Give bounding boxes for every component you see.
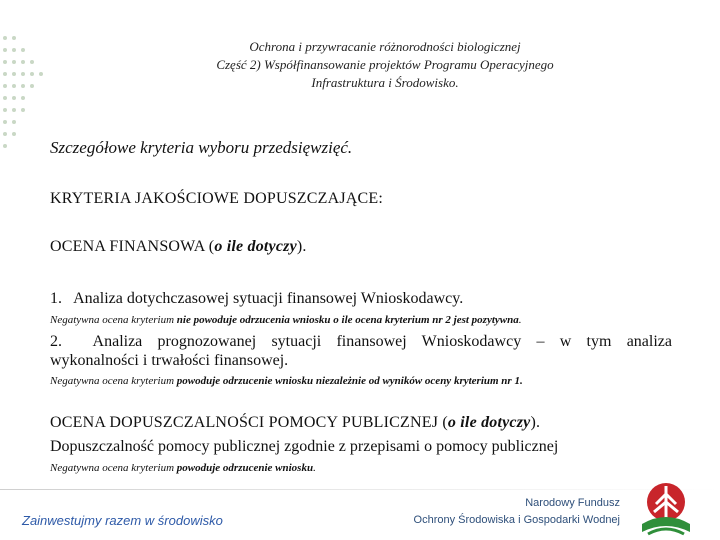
note-3-prefix: Negatywna ocena kryterium <box>50 462 175 474</box>
header-line-1: Ochrona i przywracanie różnorodności biologicznej <box>249 39 521 54</box>
note-2-prefix: Negatywna ocena kryterium <box>50 375 175 387</box>
public-aid-note <box>50 462 316 474</box>
list-item-1-number: 1. <box>50 290 62 307</box>
note-1-prefix: Negatywna ocena kryterium <box>50 314 175 326</box>
section-title: KRYTERIA JAKOŚCIOWE DOPUSZCZAJĄCE: <box>50 190 384 207</box>
list-item-2-text-line-1: Analiza prognozowanej sytuacji finansowej Wnioskodawcy – w tym analiza <box>92 333 672 350</box>
list-item-1-text: Analiza dotychczasowej sytuacji finansowej Wnioskodawcy. <box>73 290 464 307</box>
document-header <box>150 38 620 92</box>
list-item-2 <box>50 333 672 351</box>
note-3-bold: powoduje odrzucenie wniosku <box>176 462 314 474</box>
page-title: Szczegółowe kryteria wyboru przedsięwzięć. <box>50 138 353 157</box>
note-3-suffix: . <box>313 462 316 474</box>
note-1-suffix: . <box>518 314 522 326</box>
list-item-2-text-line-2: wykonalności i trwałości finansowej. <box>50 352 289 369</box>
dot-grid-icon <box>0 30 48 160</box>
organization-name <box>414 495 620 529</box>
financial-qualifier: o ile dotyczy <box>214 238 297 255</box>
organization-name-line-1: Narodowy Fundusz <box>525 497 620 509</box>
public-aid-heading: OCENA DOPUSZCZALNOŚCI POMOCY PUBLICZNEJ (o ile dotyczy). <box>50 414 541 431</box>
list-item-1-note <box>50 314 521 326</box>
footer-slogan: Zainwestujmy razem w środowisko <box>22 513 223 528</box>
note-1-bold: nie powoduje odrzucenia wniosku o ile ocena kryterium nr 2 jest pozytywna <box>176 314 519 326</box>
header-line-3: Infrastruktura i Środowisko. <box>311 75 459 90</box>
public-aid-title: OCENA DOPUSZCZALNOŚCI POMOCY PUBLICZNEJ <box>50 414 439 431</box>
nfosigw-logo-icon <box>640 480 692 536</box>
header-line-2: Część 2) Współfinansowanie projektów Programu Operacyjnego <box>216 57 554 72</box>
financial-heading: OCENA FINANSOWA (o ile dotyczy). <box>50 238 307 255</box>
list-item-2-number: 2. <box>50 333 62 350</box>
list-item-1 <box>50 290 463 308</box>
financial-title: OCENA FINANSOWA <box>50 238 205 255</box>
footer-divider <box>0 489 720 490</box>
public-aid-qualifier: o ile dotyczy <box>447 414 531 431</box>
public-aid-text: Dopuszczalność pomocy publicznej zgodnie z przepisami o pomocy publicznej <box>50 438 559 455</box>
organization-name-line-2: Ochrony Środowiska i Gospodarki Wodnej <box>413 514 620 526</box>
list-item-2-note <box>50 375 523 387</box>
note-2-bold: powoduje odrzucenie wniosku niezależnie od wyników oceny kryterium nr 1. <box>176 375 523 387</box>
